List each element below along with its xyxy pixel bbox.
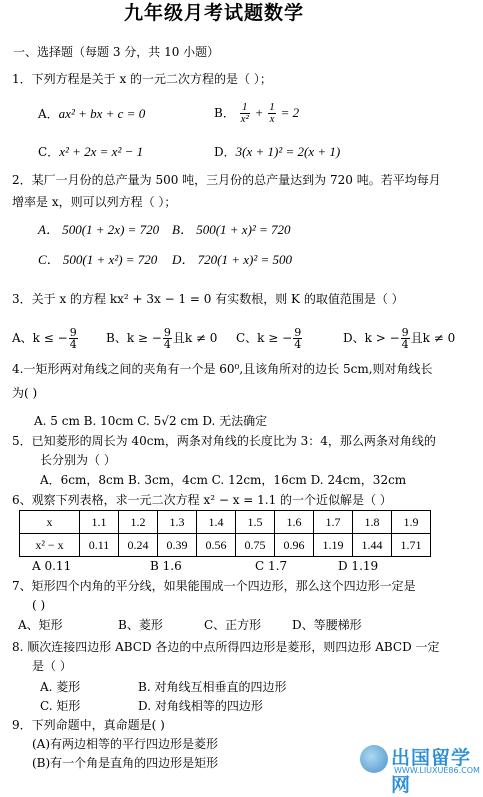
q2-option-a: A． 500(1 + 2x) = 720: [38, 222, 160, 237]
table-cell: x² − x: [20, 534, 80, 557]
q6-option-d: D 1.19: [338, 559, 379, 573]
q1-option-d-math: 3(x + 1)² = 2(x + 1): [235, 144, 341, 159]
q1-option-b-fraction-1: $\frac{1}{\text{x²}}$: [240, 101, 249, 125]
table-cell: 1.71: [392, 534, 431, 557]
question-7-line-1: 7、矩形四个内角的平分线，如果能围成一个四边形，那么这个四边形一定是: [12, 579, 416, 593]
q1-option-b-label: B．: [214, 106, 235, 120]
table-cell: 1.6: [275, 511, 314, 534]
q1-option-d: [214, 144, 340, 160]
q6-option-b: B 1.6: [150, 559, 182, 573]
table-cell: 1.44: [353, 534, 392, 557]
q6-option-a: A 0.11: [32, 559, 72, 573]
question-1-stem: 1．下列方程是关于 x 的一元二次方程的是（ ）；: [12, 72, 272, 86]
q9-option-a: (A)有两边相等的平行四边形是菱形: [32, 737, 219, 751]
q7-option-d: D、等腰梯形: [292, 618, 362, 632]
table-cell: 0.24: [119, 534, 158, 557]
q1-option-c-label: C．: [38, 145, 60, 159]
q6-value-table: [19, 510, 431, 557]
q8-option-b: B. 对角线互相垂直的四边形: [138, 680, 287, 694]
question-5-line-1: 5．已知菱形的周长为 40cm，两条对角线的长度比为 3：4，那么两条对角线的: [12, 434, 436, 448]
question-4-line-2: 为( ): [12, 386, 38, 400]
q8-option-a: A. 菱形: [40, 680, 81, 694]
q3-option-c: C、k ≥ − $\frac{9}{4}$: [236, 326, 302, 351]
watermark: [360, 745, 480, 796]
q1-option-a-label: A．: [38, 107, 59, 121]
q3-option-d: D、k > − $\frac{9}{4}$ 且k ≠ 0: [343, 326, 456, 351]
q7-option-c: C、正方形: [204, 618, 262, 632]
q4-options: A. 5 cm B. 10cm C. 5√2 cm D. 无法确定: [34, 414, 268, 428]
table-cell: 1.5: [236, 511, 275, 534]
table-cell: 1.9: [392, 511, 431, 534]
watermark-title: 出国留学网: [391, 747, 472, 796]
q9-option-b: (B)有一个角是直角的四边形是矩形: [32, 756, 219, 770]
watermark-url: WWW.LIUXUE86.COM: [394, 766, 480, 775]
q1-option-b-fraction-2: $\frac{1}{x}$: [269, 101, 275, 125]
q3-option-b: B、k ≥ − $\frac{9}{4}$ 且k ≠ 0: [106, 326, 218, 351]
table-cell: 0.96: [275, 534, 314, 557]
question-2-line-1: 2．某厂一月份的总产量为 500 吨，三月份的总产量达到为 720 吨。若平均每月: [12, 173, 441, 187]
table-cell: 0.56: [197, 534, 236, 557]
table-row: [20, 511, 431, 534]
q1-option-c: [38, 144, 143, 160]
q3-option-b-fraction: $\frac{9}{4}$: [163, 326, 171, 351]
globe-logo-icon: [360, 745, 388, 773]
table-cell: 1.3: [158, 511, 197, 534]
page-title: 九年级月考试题数学: [124, 2, 305, 24]
table-cell: 0.75: [236, 534, 275, 557]
q2-option-b: B． 500(1 + x)² = 720: [172, 222, 291, 237]
q3-option-c-fraction: $\frac{9}{4}$: [294, 326, 302, 351]
q1-option-a-math: ax² + bx + c = 0: [58, 106, 146, 121]
table-cell: 1.1: [80, 511, 119, 534]
q7-option-a: A、矩形: [18, 618, 63, 632]
q1-option-c-math: x² + 2x = x² − 1: [59, 144, 144, 159]
table-cell: 1.2: [119, 511, 158, 534]
question-6-stem: 6、观察下列表格，求一元二次方程 x² − x = 1.1 的一个近似解是（ ）: [12, 493, 392, 507]
q6-option-c: C 1.7: [255, 559, 288, 573]
q1-option-b: [214, 98, 299, 128]
q1-option-a: [38, 106, 145, 122]
section-heading: 一、选择题（每题 3 分，共 10 小题）: [13, 45, 220, 59]
q2-option-c: C． 500(1 + x²) = 720: [38, 252, 158, 267]
question-9-stem: 9．下列命题中，真命题是( ): [12, 718, 165, 732]
q1-option-d-label: D．: [214, 145, 236, 159]
question-2-line-2: 增率是 x，则可以列方程（ ）；: [12, 195, 177, 209]
q1-option-b-rest: = 2: [280, 105, 300, 120]
question-4-line-1: 4.一矩形两对角线之间的夹角有一个是 60⁰,且该角所对的边长 5cm,则对角线长: [12, 362, 433, 376]
question-8-line-2: 是（ ）: [32, 659, 72, 673]
q3-option-a: A、k ≤ − $\frac{9}{4}$: [12, 326, 77, 351]
table-cell: 1.8: [353, 511, 392, 534]
table-cell: 0.11: [80, 534, 119, 557]
table-cell: 1.7: [314, 511, 353, 534]
q8-option-d: D. 对角线相等的四边形: [138, 699, 263, 713]
table-cell: 0.39: [158, 534, 197, 557]
table-row: [20, 534, 431, 557]
table-cell: 1.19: [314, 534, 353, 557]
q8-option-c: C. 矩形: [40, 699, 81, 713]
q1-option-b-plus: +: [254, 105, 264, 120]
q5-options: A．6cm，8cm B. 3cm，4cm C. 12cm，16cm D. 24cm，32cm: [40, 473, 407, 487]
table-cell: x: [20, 511, 80, 534]
q3-option-d-fraction: $\frac{9}{4}$: [401, 326, 409, 351]
q3-option-a-fraction: $\frac{9}{4}$: [69, 326, 77, 351]
table-cell: 1.4: [197, 511, 236, 534]
question-5-line-2: 长分别为（ ）: [40, 453, 116, 467]
q7-option-b: B、菱形: [118, 618, 163, 632]
question-8-line-1: 8. 顺次连接四边形 ABCD 各边的中点所得四边形是菱形，则四边形 ABCD 一定: [12, 640, 440, 654]
q2-option-d: D． 720(1 + x)² = 500: [172, 252, 293, 267]
question-7-line-2: ( ): [32, 598, 46, 612]
question-3-stem: 3．关于 x 的方程 kx² + 3x − 1 = 0 有实数根，则 K 的取值范围是（ ）: [12, 292, 404, 306]
